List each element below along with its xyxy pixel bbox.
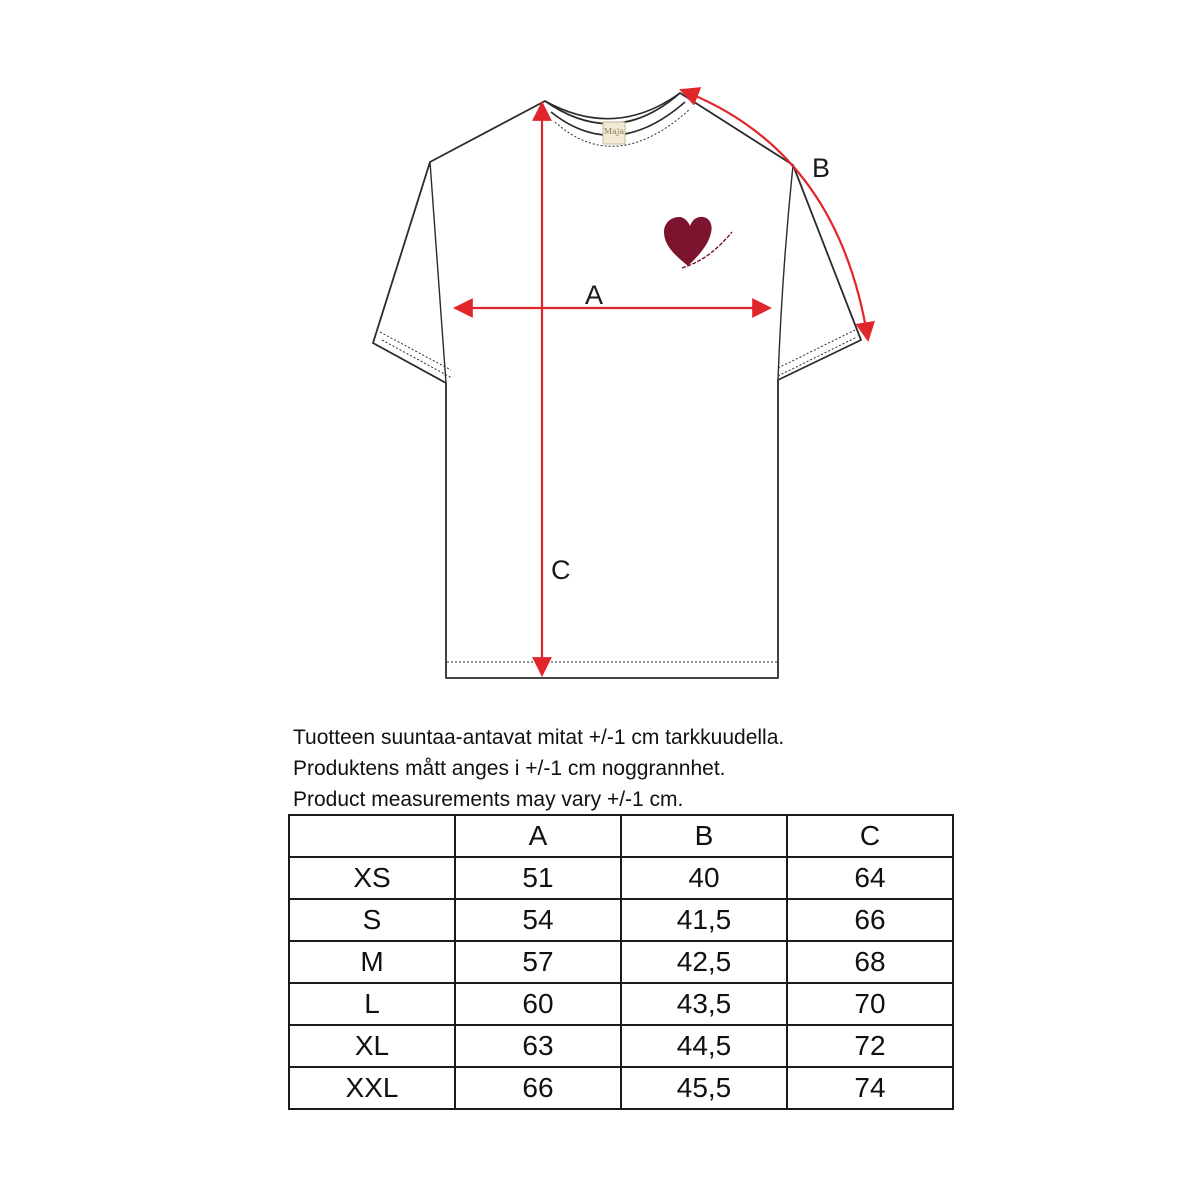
size-chart-table <box>288 814 954 1110</box>
size-cell: XXL <box>289 1067 455 1109</box>
c-cell: 64 <box>787 857 953 899</box>
note-swedish: Produktens mått anges i +/-1 cm noggrannhet. <box>293 757 726 780</box>
a-cell: 66 <box>455 1067 621 1109</box>
size-cell: S <box>289 899 455 941</box>
header-size <box>289 815 455 857</box>
c-cell: 68 <box>787 941 953 983</box>
table-row <box>289 899 953 941</box>
size-cell: M <box>289 941 455 983</box>
dimension-label-b: B <box>812 153 831 183</box>
table-row <box>289 857 953 899</box>
c-cell: 74 <box>787 1067 953 1109</box>
a-cell: 63 <box>455 1025 621 1067</box>
b-cell: 44,5 <box>621 1025 787 1067</box>
brand-tag-text: Maja <box>603 127 625 136</box>
note-finnish: Tuotteen suuntaa-antavat mitat +/-1 cm tarkkuudella. <box>293 726 785 749</box>
header-a: A <box>455 815 621 857</box>
table-row <box>289 1025 953 1067</box>
b-cell: 43,5 <box>621 983 787 1025</box>
dimension-label-a: A <box>585 280 604 310</box>
c-cell: 72 <box>787 1025 953 1067</box>
size-cell: XL <box>289 1025 455 1067</box>
a-cell: 51 <box>455 857 621 899</box>
c-cell: 70 <box>787 983 953 1025</box>
a-cell: 54 <box>455 899 621 941</box>
table-header-row <box>289 815 953 857</box>
note-english: Product measurements may vary +/-1 cm. <box>293 788 684 811</box>
brand-tag <box>603 122 625 144</box>
table-row <box>289 1067 953 1109</box>
b-cell: 45,5 <box>621 1067 787 1109</box>
size-cell: XS <box>289 857 455 899</box>
tshirt-outline <box>373 93 861 678</box>
table-row <box>289 941 953 983</box>
c-cell: 66 <box>787 899 953 941</box>
a-cell: 60 <box>455 983 621 1025</box>
dimension-label-c: C <box>551 555 571 585</box>
header-c: C <box>787 815 953 857</box>
b-cell: 41,5 <box>621 899 787 941</box>
b-cell: 40 <box>621 857 787 899</box>
table-row <box>289 983 953 1025</box>
size-cell: L <box>289 983 455 1025</box>
measurement-notes <box>293 722 993 815</box>
b-cell: 42,5 <box>621 941 787 983</box>
a-cell: 57 <box>455 941 621 983</box>
header-b: B <box>621 815 787 857</box>
